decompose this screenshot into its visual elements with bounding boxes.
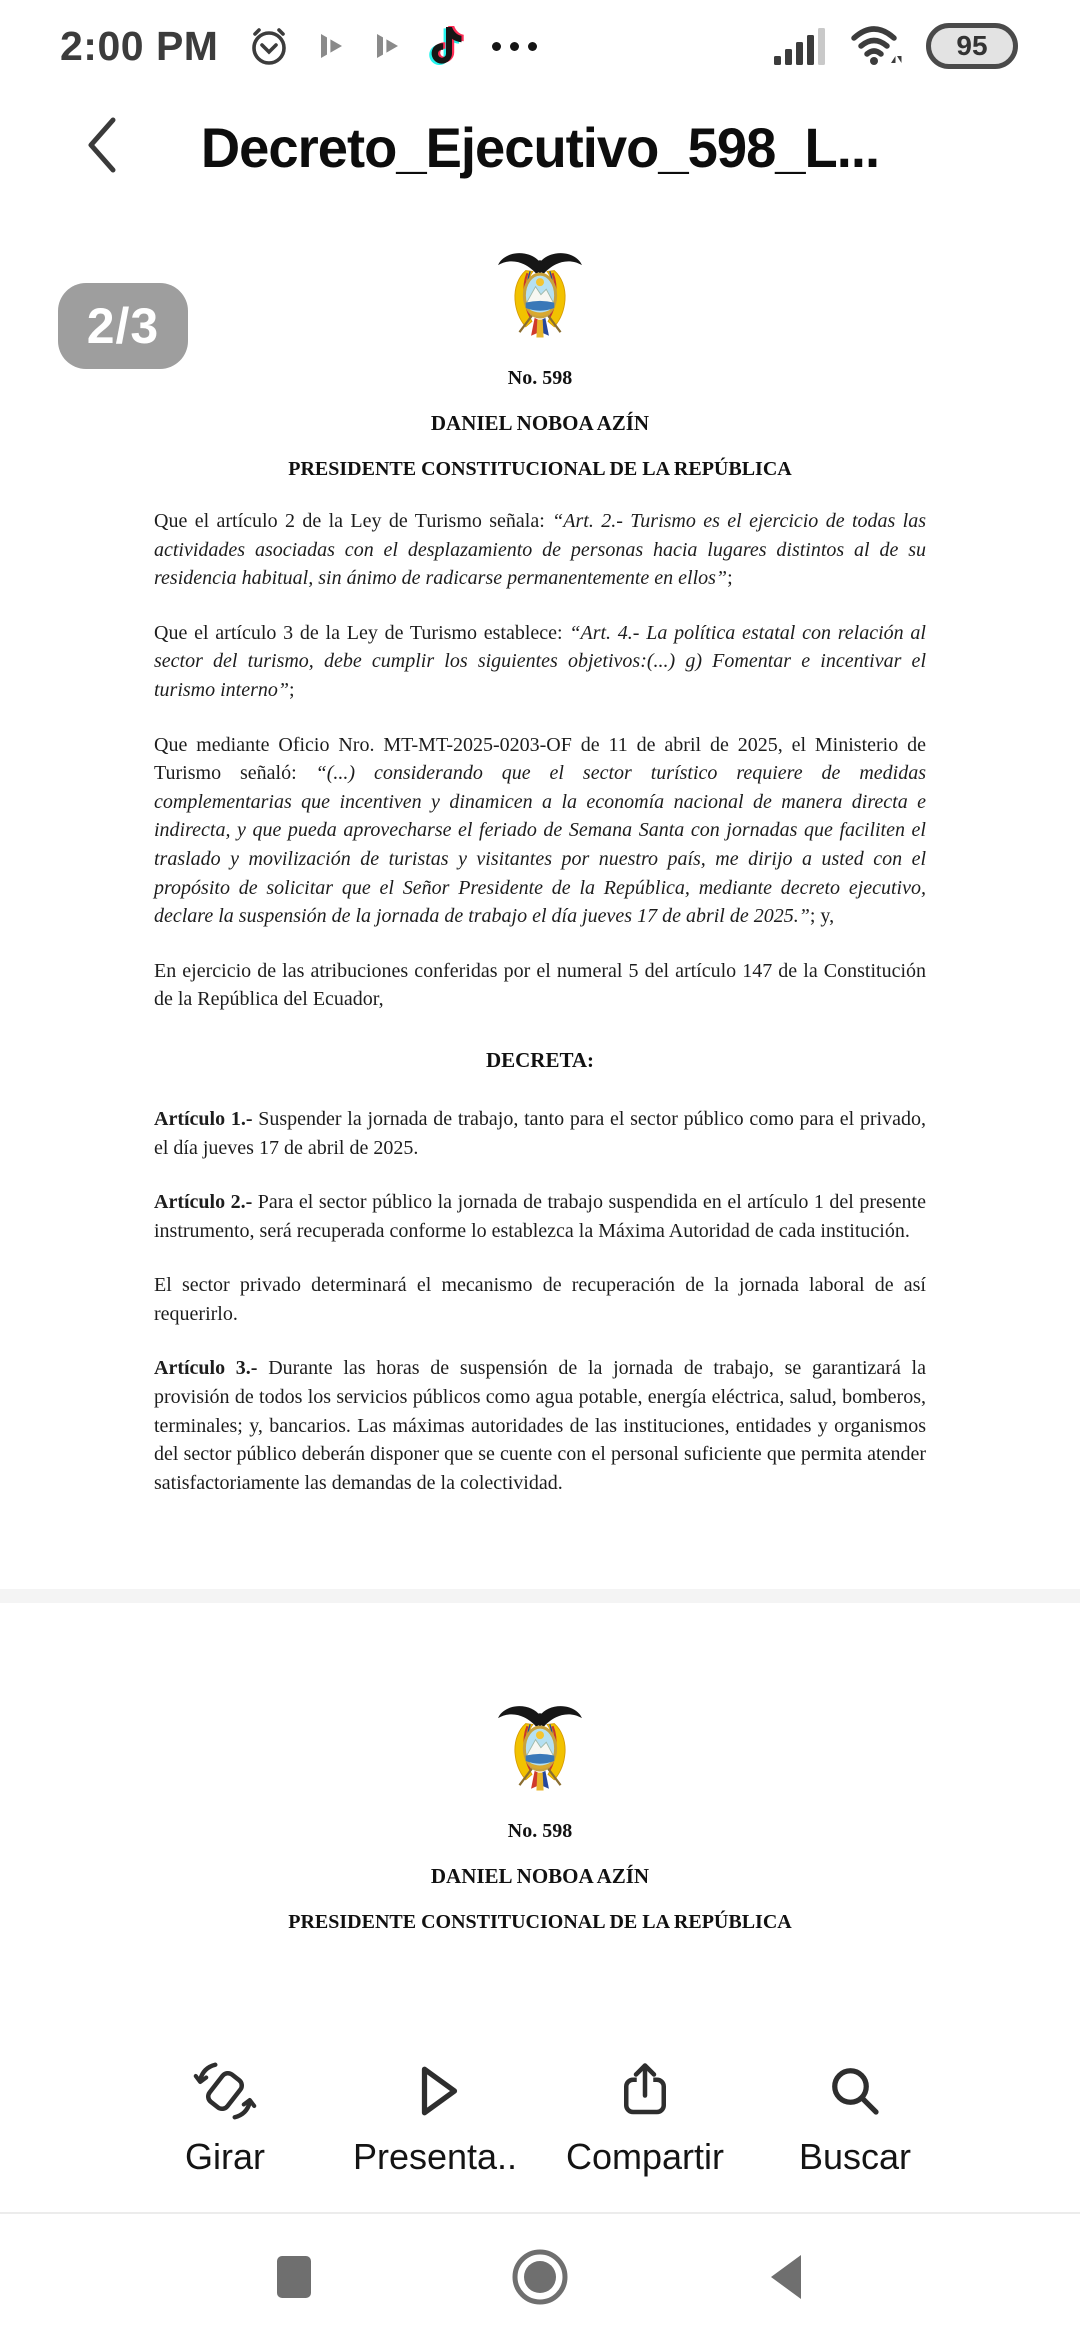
pdf-viewer[interactable] bbox=[0, 202, 1080, 2212]
signal-strength-icon bbox=[772, 24, 828, 68]
decree-paragraph bbox=[154, 1354, 926, 1497]
search-label: Buscar bbox=[798, 2136, 912, 2177]
autoplay-notification-icon bbox=[314, 29, 348, 63]
text-run: El sector privado determinará el mecanismo de recuperación de la jornada laboral de así requerirlo. bbox=[154, 1274, 926, 1325]
app-header bbox=[0, 92, 1080, 202]
rotate-button[interactable] bbox=[125, 2040, 325, 2178]
present-label: Presenta.. bbox=[352, 2136, 518, 2177]
decree-paragraph bbox=[154, 1188, 926, 1245]
decree-number: No. 598 bbox=[507, 1820, 573, 1843]
decree-author: DANIEL NOBOA AZÍN bbox=[430, 411, 650, 435]
rotate-icon bbox=[192, 2058, 258, 2124]
page-indicator-text: 2/3 bbox=[86, 298, 160, 354]
alarm-icon bbox=[246, 23, 292, 69]
decree-heading: DECRETA: bbox=[485, 1047, 595, 1072]
text-run: Artículo 1.- bbox=[154, 1107, 253, 1130]
decree-author-title: PRESIDENTE CONSTITUCIONAL DE LA REPÚBLICA bbox=[288, 458, 792, 480]
document-page-3of3[interactable] bbox=[0, 1603, 1080, 1934]
rotate-label: Girar bbox=[185, 2136, 265, 2177]
decree-paragraph bbox=[154, 957, 926, 1014]
home-button[interactable] bbox=[510, 2247, 570, 2307]
present-button[interactable] bbox=[335, 2040, 535, 2178]
autoplay-notification-icon-2 bbox=[370, 29, 404, 63]
ecuador-coat-of-arms bbox=[495, 1703, 585, 1803]
viewer-toolbar bbox=[0, 2040, 1080, 2212]
clock-time: 2:00 PM bbox=[60, 22, 219, 69]
text-run: Suspender la jornada de trabajo, tanto para el sector público como para el privado, el día jueves 17 de abril de 2025. bbox=[154, 1107, 926, 1159]
text-run: Artículo 2.- bbox=[154, 1191, 253, 1214]
text-run: Que el artículo 2 de la Ley de Turismo señala: bbox=[154, 510, 553, 532]
search-icon bbox=[822, 2058, 888, 2124]
back-nav-button[interactable] bbox=[756, 2247, 816, 2307]
page-separator bbox=[0, 1589, 1080, 1603]
decree-author-title: PRESIDENTE CONSTITUCIONAL DE LA REPÚBLICA bbox=[288, 1911, 792, 1934]
status-bar bbox=[0, 0, 1080, 92]
android-nav-bar bbox=[0, 2212, 1080, 2340]
decree-paragraph bbox=[154, 619, 926, 705]
text-run: “Art. 4.- La política estatal con relación al sector del turismo, debe cumplir los siguientes objetivos:(...) g) Fomentar e incentivar el turismo interno” bbox=[154, 621, 926, 701]
decree-paragraph bbox=[154, 1105, 926, 1162]
text-run: “Art. 2.- Turismo es el ejercicio de todas las actividades asociadas con el desplazamiento de personas hacia lugares distintos al de su residencia habitual, sin ánimo de radicarse permanentemente en ellos” bbox=[154, 510, 927, 590]
text-run: Que mediante Oficio Nro. MT-MT-2025-0203-OF de 11 de abril de 2025, el Ministerio de Turismo señaló: bbox=[154, 733, 926, 785]
document-title: Decreto_Ejecutivo_598_L... bbox=[200, 115, 880, 179]
page-indicator-badge bbox=[58, 283, 188, 369]
text-run: ; bbox=[289, 678, 295, 701]
present-icon bbox=[402, 2058, 468, 2124]
wifi-icon bbox=[850, 23, 904, 69]
text-run: “(...) considerando que el sector turístico requiere de medidas complementarias que incentiven y dinamicen a la economía nacional de manera directa e indirecta, y que pueda aprovecharse el feriado de Semana Santa con jornadas que faciliten el traslado y movilización de turistas y visitantes por nuestro país, me dirijo a usted con el propósito de solicitar que el Señor Presidente de la República, mediante decreto ejecutivo, declare la suspensión de la jornada de trabajo el día jueves 17 de abril de 2025.” bbox=[154, 762, 926, 928]
text-run: Durante las horas de suspensión de la jornada de trabajo, se garantizará la provisión de todos los servicios públicos como agua potable, energía eléctrica, salud, bomberos, terminales; y, bancarios. Las máximas autoridades de las instituciones, entidades y organismos del sector público deberán disponer que se cuente con el personal suficiente que permita atender satisfactoriamente las demandas de la colectividad. bbox=[154, 1357, 926, 1494]
share-button[interactable] bbox=[545, 2040, 745, 2178]
decree-paragraph bbox=[154, 731, 926, 931]
decree-author: DANIEL NOBOA AZÍN bbox=[430, 1864, 650, 1889]
share-icon bbox=[612, 2058, 678, 2124]
tiktok-notification-icon bbox=[426, 24, 466, 68]
decree-body bbox=[154, 507, 926, 1497]
more-notifications-icon bbox=[492, 42, 537, 51]
decree-paragraph bbox=[154, 507, 926, 593]
recents-icon bbox=[276, 2255, 312, 2299]
back-triangle-icon bbox=[769, 2254, 803, 2300]
text-run: ; y, bbox=[809, 905, 835, 928]
battery-percent: 95 bbox=[956, 30, 988, 61]
share-label: Compartir bbox=[565, 2136, 725, 2177]
home-icon bbox=[511, 2248, 569, 2306]
battery-icon bbox=[926, 23, 1018, 69]
decree-paragraph bbox=[154, 1271, 926, 1328]
search-button[interactable] bbox=[755, 2040, 955, 2178]
document-page-2of3[interactable] bbox=[0, 202, 1080, 1589]
text-run: ; bbox=[727, 567, 733, 590]
decree-number: No. 598 bbox=[507, 367, 573, 389]
text-run: Artículo 3.- bbox=[154, 1357, 258, 1380]
recents-button[interactable] bbox=[264, 2247, 324, 2307]
ecuador-coat-of-arms bbox=[495, 250, 585, 350]
text-run: Para el sector público la jornada de trabajo suspendida en el artículo 1 del presente instrumento, será recuperada conforme lo establezca la Máxima Autoridad de cada institución. bbox=[154, 1191, 926, 1242]
text-run: Que el artículo 3 de la Ley de Turismo establece: bbox=[154, 621, 570, 644]
text-run: En ejercicio de las atribuciones conferidas por el numeral 5 del artículo 147 de la Constitución de la República del Ecuador, bbox=[154, 959, 926, 1011]
